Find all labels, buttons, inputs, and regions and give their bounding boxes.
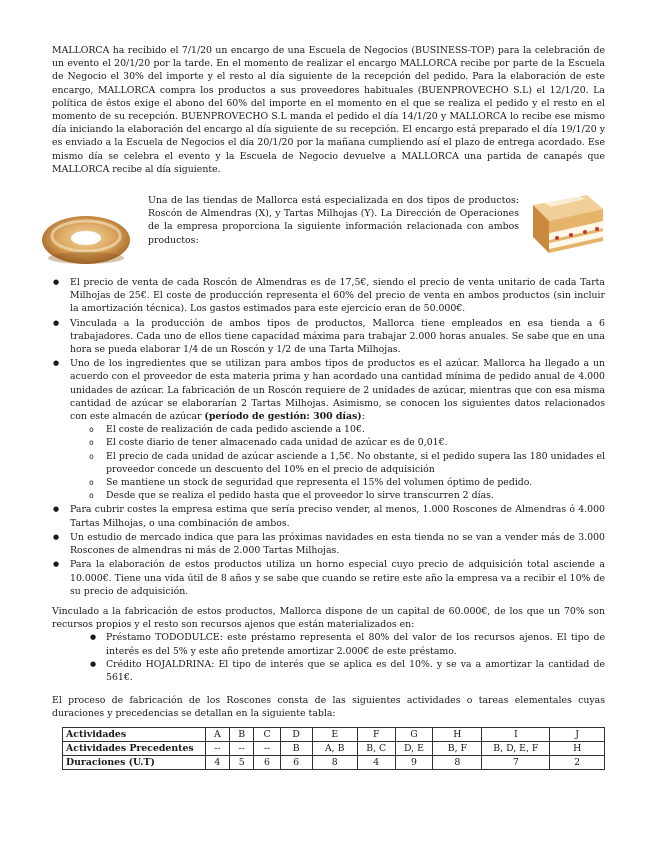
table-cell: 2 xyxy=(550,755,605,769)
sugar-text-end: : xyxy=(361,411,365,423)
products-bullet-list xyxy=(52,276,605,598)
table-cell: -- xyxy=(205,741,229,755)
products-intro-text: Una de las tiendas de Mallorca está especializada en dos tipos de productos: Roscón de Almendras (X), y Tartas Milhojas (Y). La Dirección de Operaciones de la empresa proporciona la siguiente información relacionada con ambos productos: xyxy=(148,195,519,246)
table-row xyxy=(63,727,605,741)
table-cell: B, C xyxy=(357,741,395,755)
list-item: ● Para la elaboración de estos productos utiliza un horno especial cuyo precio de adquisición total asciende a 10.000€. Tiene una vida útil de 8 años y se sabe que cuando se retire este año la empresa va a recibir el 10% de su precio de adquisición. xyxy=(70,558,605,598)
table-cell: F xyxy=(357,727,395,741)
list-item: o El precio de cada unidad de azúcar asciende a 1,5€. No obstante, si el pedido supera las 180 unidades el proveedor concede un descuento del 10% en el precio de adquisición xyxy=(106,450,605,476)
paragraph-capital: Vinculado a la fabricación de estos productos, Mallorca dispone de un capital de 60.000€, de los que un 70% son recursos propios y el resto son recursos ajenos que están materializados en: xyxy=(52,605,605,631)
row-header: Actividades Precedentes xyxy=(63,741,206,755)
list-item: o Desde que se realiza el pedido hasta que el proveedor lo sirve transcurren 2 días. xyxy=(106,489,605,502)
table-cell: 6 xyxy=(254,755,280,769)
list-item: o Se mantiene un stock de seguridad que representa el 15% del volumen óptimo de pedido. xyxy=(106,476,605,489)
table-cell: I xyxy=(482,727,550,741)
list-item xyxy=(70,357,605,502)
list-item: ● Para cubrir costes la empresa estima que sería preciso vender, al menos, 1.000 Roscones de Almendras ó 4.000 Tartas Milhojas, o una combinación de ambos. xyxy=(70,503,605,529)
table-cell: 7 xyxy=(482,755,550,769)
list-item: ● El precio de venta de cada Roscón de Almendras es de 17,5€, siendo el precio de venta unitario de cada Tarta Milhojas de 25€. El coste de producción representa el 60% del precio de venta en ambos productos (sin incluir la amortización técnica). Los gastos estimados para este ejercicio eran de 50.000€. xyxy=(70,276,605,316)
table-cell: D xyxy=(280,727,312,741)
table-cell: D, E xyxy=(395,741,433,755)
table-cell: C xyxy=(254,727,280,741)
products-intro-block xyxy=(52,194,605,272)
management-period: (período de gestión: 300 días) xyxy=(204,411,362,423)
list-item: ● Un estudio de mercado indica que para las próximas navidades en esta tienda no se van a vender más de 3.000 Roscones de almendras ni más de 2.000 Tartas Milhojas. xyxy=(70,531,605,557)
list-item: ● Préstamo TODODULCE: este préstamo representa el 80% del valor de los recursos ajenos. El tipo de interés es del 5% y este año pretende amortizar 2.000€ de este préstamo. xyxy=(106,631,605,657)
table-cell: 6 xyxy=(280,755,312,769)
table-cell: B xyxy=(230,727,254,741)
paragraph-encargo: MALLORCA ha recibido el 7/1/20 un encargo de una Escuela de Negocios (BUSINESS-TOP) para la celebración de un evento el 20/1/20 por la tarde. En el momento de realizar el encargo MALLORCA recibe por parte de la Escuela de Negocio el 30% del importe y el resto al día siguiente de la recepción del pedido. Para la elaboración de este encargo, MALLORCA compra los productos a sus proveedores habituales (BUENPROVECHO S.L) el 12/1/20. La política de éstos exige el abono del 60% del importe en el momento en el que se realiza el pedido y el resto en el momento de su recepción. BUENPROVECHO S.L manda el pedido el día 14/1/20 y MALLORCA lo recibe ese mismo día iniciando la elaboración del encargo al día siguiente de su recepción. El encargo está preparado el día 19/1/20 y es enviado a la Escuela de Negocios el día 20/1/20 por la mañana cumpliendo así el plazo de entrega acordado. Ese mismo día se celebra el evento y la Escuela de Negocio devuelve a MALLORCA una partida de canapés que MALLORCA recibe al día siguiente. xyxy=(52,45,605,175)
table-cell: 5 xyxy=(230,755,254,769)
row-header: Duraciones (U.T) xyxy=(63,755,206,769)
table-cell: 8 xyxy=(312,755,357,769)
table-cell: -- xyxy=(230,741,254,755)
list-item: o El coste diario de tener almacenado cada unidad de azúcar es de 0,01€. xyxy=(106,436,605,449)
list-item: o El coste de realización de cada pedido asciende a 10€. xyxy=(106,423,605,436)
table-cell: 4 xyxy=(205,755,229,769)
list-item: ● Vinculada a la producción de ambos tipos de productos, Mallorca tiene empleados en esa tienda a 6 trabajadores. Cada uno de ellos tiene capacidad máxima para trabajar 2.000 horas anuales. Se sabe que en una hora se pueda elaborar 1/4 de un Roscón y 1/2 de una Tarta Milhojas. xyxy=(70,317,605,357)
row-header: Actividades xyxy=(63,727,206,741)
table-cell: 8 xyxy=(433,755,482,769)
table-cell: H xyxy=(550,741,605,755)
table-cell: H xyxy=(433,727,482,741)
activities-table xyxy=(62,727,605,770)
list-item: ● Crédito HOJALDRINA: El tipo de interés que se aplica es del 10%. y se va a amortizar la cantidad de 561€. xyxy=(106,658,605,684)
sugar-text: Uno de los ingredientes que se utilizan para ambos tipos de productos es el azúcar. Mallorca ha llegado a un acuerdo con el proveedor de esta materia prima y han acordado una cantidad mínima de pedido anual de 4.000 unidades de azúcar. La fabricación de un Roscón requiere de 2 unidades de azúcar, mientras que con esa misma cantidad de azúcar se elaborarían 2 Tartas Milhojas. Asimismo, se conocen los siguientes datos relacionados con este almacén de azúcar xyxy=(70,358,605,423)
table-row xyxy=(63,741,605,755)
paragraph-process: El proceso de fabricación de los Roscones consta de las siguientes actividades o tareas elementales cuyas duraciones y precedencias se detallan en la siguiente tabla: xyxy=(52,695,605,720)
table-cell: A, B xyxy=(312,741,357,755)
document-page xyxy=(52,44,605,770)
table-cell: B xyxy=(280,741,312,755)
table-cell: B, F xyxy=(433,741,482,755)
table-cell: J xyxy=(550,727,605,741)
table-cell: -- xyxy=(254,741,280,755)
roscon-image xyxy=(38,200,134,270)
table-cell: 4 xyxy=(357,755,395,769)
table-cell: A xyxy=(205,727,229,741)
table-row xyxy=(63,755,605,769)
loans-list xyxy=(52,631,605,684)
table-cell: B, D, E, F xyxy=(482,741,550,755)
sugar-sublist xyxy=(70,423,605,502)
table-cell: E xyxy=(312,727,357,741)
tarta-milhojas-image xyxy=(527,191,605,259)
table-cell: 9 xyxy=(395,755,433,769)
table-cell: G xyxy=(395,727,433,741)
